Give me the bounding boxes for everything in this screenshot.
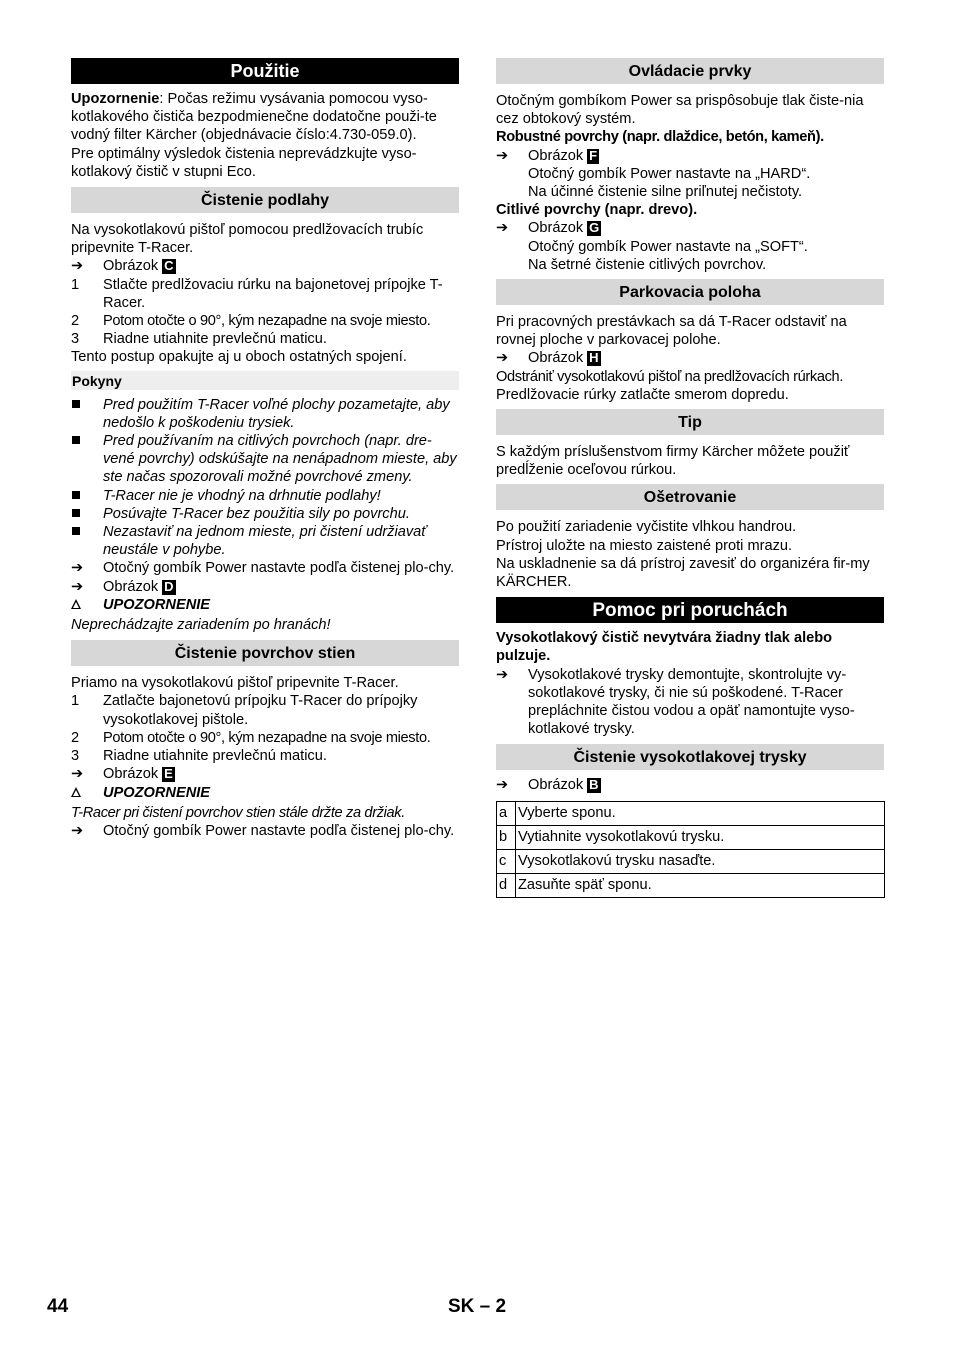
robust-surfaces-heading: Robustné povrchy (napr. dlaždice, betón, kameň).	[496, 129, 824, 146]
section-title-cistenie-podlahy: Čistenie podlahy	[71, 187, 459, 213]
square-bullet-icon	[72, 491, 80, 499]
arrow-icon: ➔	[71, 560, 84, 577]
section-title-cistenie-povrchov-stien: Čistenie povrchov stien	[71, 640, 459, 666]
figure-ref-e: ➔ Obrázok E	[71, 766, 173, 783]
warning-text: T-Racer pri čistení povrchov stien stále držte za držiak.	[71, 804, 405, 821]
arrow-icon: ➔	[71, 822, 84, 839]
left-column	[71, 58, 459, 840]
step-1: 1 Stlačte predlžovaciu rúrku na bajonetovej prípojke T-Racer.	[71, 276, 443, 311]
section-title-pouzitie: Použitie	[71, 58, 459, 84]
section-title-cistenie-vysokotlakovej-trysky: Čistenie vysokotlakovej trysky	[496, 744, 884, 770]
warning-heading: UPOZORNENIE	[71, 784, 459, 802]
section-title-parkovacia-poloha: Parkovacia poloha	[496, 279, 884, 305]
parking-intro: Pri pracovných prestávkach sa dá T-Racer odstaviť na rovnej ploche v parkovacej polohe.	[496, 314, 847, 349]
table-row: b Vytiahnite vysokotlakovú trysku.	[497, 825, 885, 849]
table-row: d Zasuňte späť sponu.	[497, 873, 885, 897]
figure-ref-d: ➔ Obrázok D	[71, 578, 174, 595]
care-text: Prístroj uložte na miesto zaistené proti mrazu.	[496, 537, 793, 554]
figure-letter-e: E	[164, 766, 173, 782]
care-text: Po použití zariadenie vyčistite vlhkou handrou.	[496, 519, 797, 536]
square-bullet-icon	[72, 400, 80, 408]
arrow-icon: ➔	[496, 777, 509, 794]
arrow-icon: ➔	[496, 147, 509, 164]
step-2: 2 Potom otočte o 90°, kým nezapadne na svoje miesto.	[71, 729, 431, 746]
section-title-osetrovanie: Ošetrovanie	[496, 484, 884, 510]
bullet-item: T-Racer nie je vhodný na drhnutie podlahy!	[71, 487, 459, 505]
bullet-item: Nezastaviť na jednom mieste, pri čistení udržiavať neustále v pohybe.	[71, 523, 459, 559]
care-text: Na uskladnenie sa dá prístroj zavesiť do organizéra fir-my KÄRCHER.	[496, 555, 870, 591]
arrow-icon: ➔	[496, 350, 509, 367]
nozzle-steps-table	[496, 801, 885, 898]
instruction-text: Na účinné čistenie silne priľnutej nečistoty.	[528, 184, 803, 201]
table-row: a Vyberte sponu.	[497, 801, 885, 825]
arrow-icon: ➔	[71, 258, 84, 275]
section-label: SK – 2	[448, 1296, 507, 1317]
step-2: 2 Potom otočte o 90°, kým nezapadne na svoje miesto.	[71, 313, 431, 330]
controls-intro: Otočným gombíkom Power sa prispôsobuje tlak čiste-nia cez obtokový systém.	[496, 93, 864, 128]
bullet-item: Posúvajte T-Racer bez použitia sily po povrchu.	[71, 505, 459, 523]
table-row: c Vysokotlakovú trysku nasaďte.	[497, 849, 885, 873]
instruction-text: Na šetrné čistenie citlivých povrchov.	[528, 256, 767, 273]
right-column	[496, 58, 884, 898]
square-bullet-icon	[72, 509, 80, 517]
tip-text: S každým príslušenstvom firmy Kärcher môžete použiť predĺženie oceľovou rúrkou.	[496, 444, 850, 479]
floor-intro: Na vysokotlakovú pištoľ pomocou predlžovacích trubíc pripevnite T-Racer.	[71, 222, 424, 257]
figure-ref-g: ➔ Obrázok G	[496, 220, 600, 237]
square-bullet-icon	[72, 436, 80, 444]
figure-letter-f: F	[589, 147, 598, 163]
note-paragraph	[71, 90, 459, 145]
warning-triangle-icon	[71, 599, 81, 609]
figure-letter-h: H	[589, 350, 599, 366]
figure-letter-c: C	[164, 258, 174, 274]
instruction-text: Otočný gombík Power nastavte na „HARD“.	[528, 165, 811, 182]
arrow-instruction: ➔ Otočný gombík Power nastavte podľa čistenej plo-chy.	[71, 560, 455, 577]
instruction-text: Otočný gombík Power nastavte na „SOFT“.	[528, 238, 808, 255]
parking-text: Predlžovacie rúrky zatlačte smerom dopredu.	[496, 386, 789, 403]
eco-paragraph: Pre optimálny výsledok čistenia neprevádzkujte vyso-kotlakový čistič v stupni Eco.	[71, 145, 417, 180]
figure-ref-c: ➔ Obrázok C	[71, 258, 174, 275]
section-title-pomoc-pri-poruchach: Pomoc pri poruchách	[496, 597, 884, 623]
figure-ref-b: ➔ Obrázok B	[496, 777, 599, 794]
figure-ref-h: ➔ Obrázok H	[496, 350, 599, 367]
arrow-icon: ➔	[71, 766, 84, 783]
warning-text: Neprechádzajte zariadením po hranách!	[71, 617, 331, 634]
step-1: 1 Zatlačte bajonetovú prípojku T-Racer do prípojky vysokotlakovej pištole.	[71, 693, 418, 728]
arrow-instruction: ➔ Vysokotlakové trysky demontujte, skontrolujte vy-sokotlakové trysky, či nie sú poškodené. T-Racer prepláchnite čistou vodou a opäť namontujte vyso-kotlakové trysky.	[496, 666, 855, 738]
figure-letter-g: G	[589, 220, 600, 236]
figure-ref-f: ➔ Obrázok F	[496, 147, 598, 164]
arrow-icon: ➔	[71, 578, 84, 595]
section-title-ovladacie-prvky: Ovládacie prvky	[496, 58, 884, 84]
section-title-pokyny: Pokyny	[71, 371, 459, 390]
figure-letter-d: D	[164, 578, 174, 594]
parking-text: Odstrániť vysokotlakovú pištoľ na predlžovacích rúrkach.	[496, 368, 844, 385]
page-number: 44	[47, 1296, 69, 1317]
step-3: 3 Riadne utiahnite prevlečnú maticu.	[71, 748, 327, 765]
note-label: Upozornenie	[71, 91, 160, 107]
sensitive-surfaces-heading: Citlivé povrchy (napr. drevo).	[496, 202, 698, 219]
arrow-icon: ➔	[496, 220, 509, 237]
bullet-item: Pred používaním na citlivých povrchoch (napr. dre-vené povrchy) odskúšajte na nenápadnom mieste, aby ste načas spozorovali možné povrchové zmeny.	[71, 432, 459, 487]
note-text: : Počas režimu vysávania pomocou vyso-kotlakového čističa bezpodmienečne dodatočne použi-te vodný filter Kärcher (objednávacie číslo:4.730-059.0).	[71, 91, 437, 144]
warning-triangle-icon	[71, 787, 81, 797]
square-bullet-icon	[72, 527, 80, 535]
section-title-tip: Tip	[496, 409, 884, 435]
fault-heading: Vysokotlakový čistič nevytvára žiadny tlak alebo pulzuje.	[496, 630, 833, 665]
step-3: 3 Riadne utiahnite prevlečnú maticu.	[71, 331, 327, 348]
arrow-icon: ➔	[496, 666, 509, 683]
figure-letter-b: B	[589, 777, 599, 793]
warning-heading: UPOZORNENIE	[71, 596, 459, 614]
walls-intro: Priamo na vysokotlakovú pištoľ pripevnite T-Racer.	[71, 675, 399, 692]
bullet-item: Pred použitím T-Racer voľné plochy pozametajte, aby nedošlo k poškodeniu trysiek.	[71, 396, 459, 432]
arrow-instruction: ➔ Otočný gombík Power nastavte podľa čistenej plo-chy.	[71, 822, 455, 839]
repeat-paragraph: Tento postup opakujte aj u oboch ostatných spojení.	[71, 349, 407, 366]
